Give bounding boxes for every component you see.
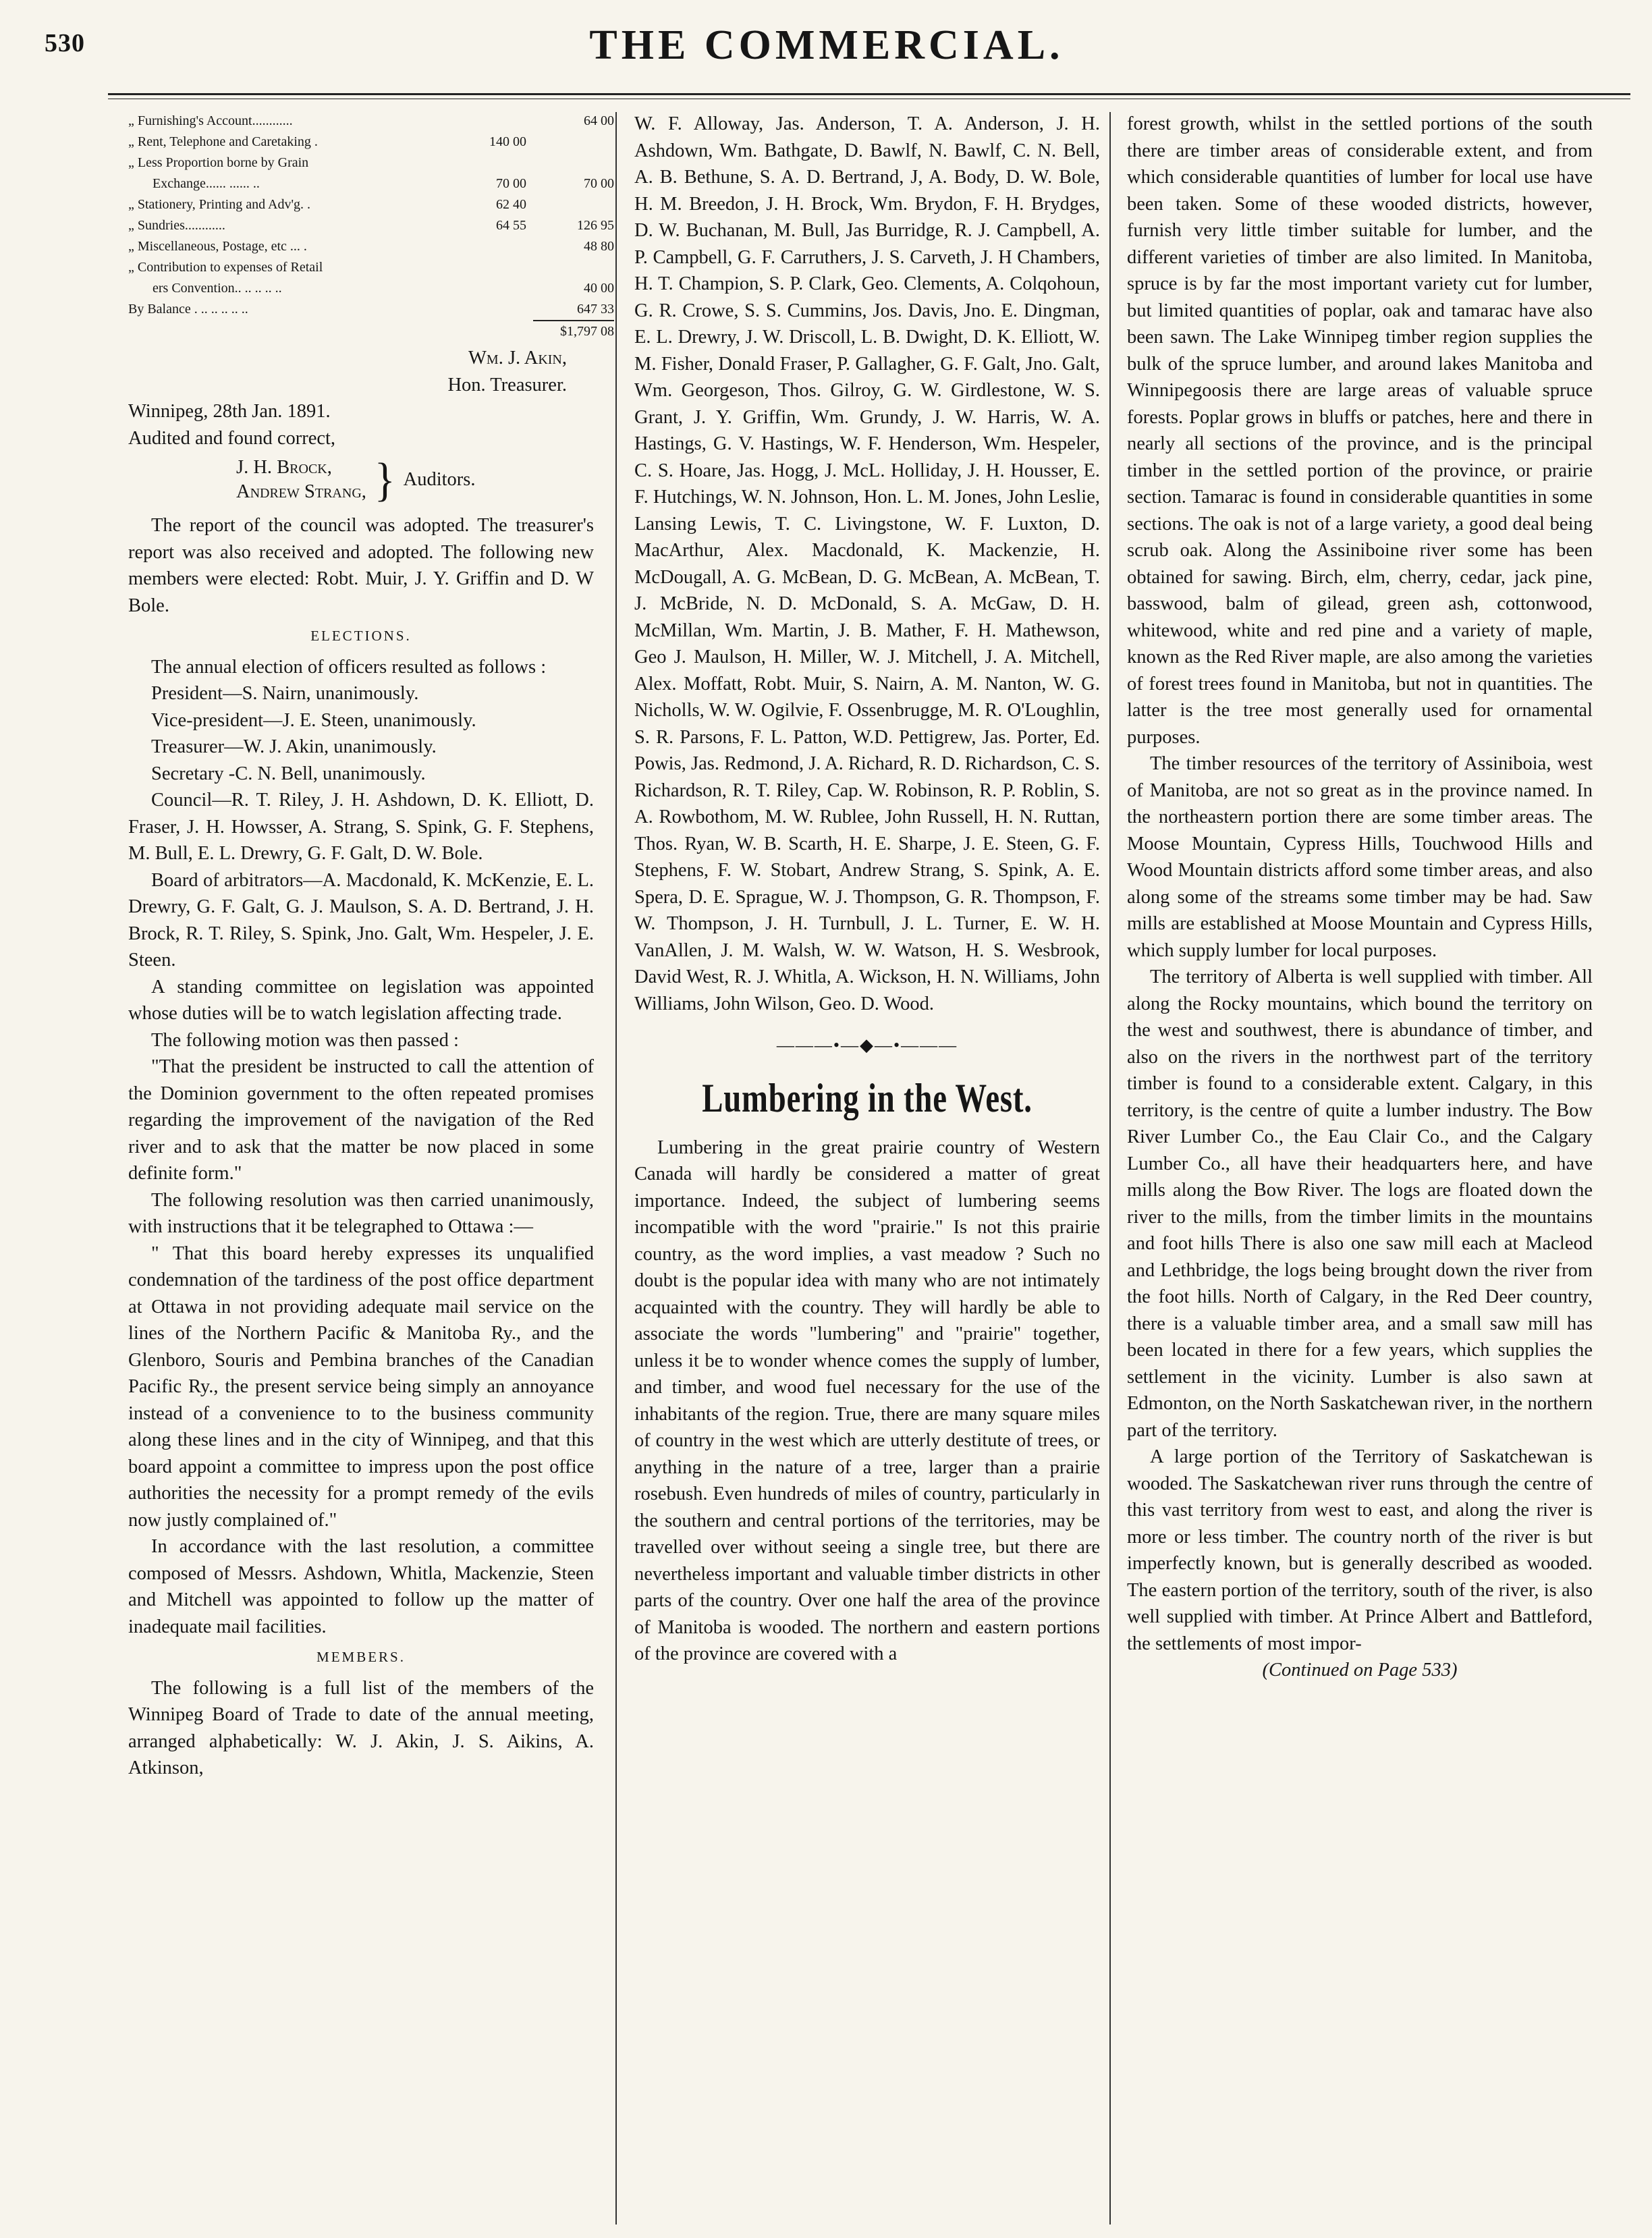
account-row [128, 111, 614, 132]
paragraph: The annual election of officers resulted as follows : [151, 656, 547, 678]
account-value: 140 00 [489, 134, 526, 149]
account-value [459, 153, 526, 173]
account-row [128, 153, 614, 173]
officer-line: Treasurer—W. J. Akin, unanimously. [151, 736, 437, 757]
column-rule-1 [615, 112, 617, 2225]
account-row [128, 236, 614, 257]
paragraph: Council—R. T. Riley, J. H. Ashdown, D. K. Elliott, D. Fraser, J. H. Howsser, A. Strang, S. Spink, G. F. Stephens, M. Bull, E. L. Drewry, G. F. Galt, D. W. Bole. [128, 790, 594, 864]
account-total [526, 257, 614, 278]
account-row [128, 299, 614, 320]
continued-note: (Continued on Page 533) [1262, 1660, 1458, 1681]
account-row [128, 173, 614, 194]
paragraph: A large portion of the Territory of Saskatchewan is wooded. The Saskatchewan river runs through the centre of this vast territory from west to east, and along the river is more or less timber. The country north of the river is but imperfectly known, but is generally described as wooded. The eastern portion of the territory, south of the river, is also well supplied with timber. At Prince Albert and Battleford, the settlements of most impor- [1127, 1446, 1593, 1654]
account-row [128, 278, 614, 299]
account-label: „ Miscellaneous, Postage, etc ... . [128, 239, 307, 254]
auditors-block [128, 453, 594, 506]
audited-line: Audited and found correct, [128, 427, 336, 449]
section-subheading: ELECTIONS. [310, 628, 412, 644]
account-value: 62 40 [496, 197, 526, 212]
paragraph: The timber resources of the territory of Assiniboia, west of Manitoba, are not so great as in the province named. In the northeastern portion there are some timber areas. The Moose Mountain, Cypress Hills, Touchwood Hills and Wood Mountain districts afford some timber areas, and also along some of the streams some timber may be had. Saw mills are established at Moose Mountain and Cypress Hills, which supply lumber for local purposes. [1127, 753, 1593, 961]
column-3 [1127, 111, 1593, 1684]
account-label: „ Sundries............ [128, 218, 225, 233]
officer-line: Secretary -C. N. Bell, unanimously. [151, 763, 426, 784]
account-grand-total-row [128, 321, 614, 342]
account-total: 70 00 [584, 176, 614, 191]
ornament-divider: ———•—◆—•——— [776, 1035, 958, 1055]
account-value [459, 257, 526, 278]
paragraph: A standing committee on legislation was appointed whose duties will be to watch legislation affecting trade. [128, 976, 594, 1024]
paragraph: Lumbering in the great prairie country of Western Canada will hardly be considered a matter of great importance. Indeed, the subject of lumbering seems incompatible with the word "prairie." Is not this prairie country, as the word implies, a vast meadow ? Such no doubt is the popular idea with many who are not intimately acquainted with the country. They will hardly be able to associate the words "lumbering" and "prairie" together, unless it be to wonder whence comes the supply of lumber, and timber, and wood fuel necessary for the use of the inhabitants of the region. True, there are many square miles of country in the west which are utterly destitute of trees, or anything in the nature of a tree, larger than a prairie rosebush. Even hundreds of miles of country, particularly in the southern and central portions of the territories, may be travelled over without seeing a single tree, but there are nevertheless important and valuable timber districts in other parts of the country. Over one half the area of the province of Manitoba is wooded. The northern and eastern portions of the province are covered with a [634, 1137, 1100, 1664]
members-list: W. F. Alloway, Jas. Anderson, T. A. Anderson, J. H. Ashdown, Wm. Bathgate, D. Bawlf, N. Bawlf, C. N. Bell, A. B. Bethune, S. A. D. Bertrand, J, A. Body, D. W. Bole, H. M. Breedon, J. H. Brock, Wm. Brydon, F. H. Brydges, D. W. Buchanan, M. Bull, Jas Burridge, R. J. Campbell, A. P. Campbell, G. F. Carruthers, J. S. Carveth, J. H Chambers, H. T. Champion, S. P. Clark, Geo. Clements, A. Colqohoun, G. R. Crowe, S. S. Cummins, Jos. Davis, Jno. E. Dingman, E. L. Drewry, J. W. Driscoll, L. B. Dwight, D. K. Elliott, W. M. Fisher, Donald Fraser, P. Gallagher, G. F. Galt, Jno. Galt, Wm. Georgeson, Thos. Gilroy, G. W. Girdlestone, W. S. Grant, J. Y. Griffin, Wm. Grundy, J. W. Harris, W. A. Hastings, G. V. Hastings, W. F. Henderson, Wm. Hespeler, C. S. Hoare, Jas. Hogg, J. McL. Holliday, J. H. Housser, E. F. Hutchings, W. N. Johnson, Hon. L. M. Jones, John Leslie, Lansing Lewis, T. C. Livingstone, W. F. Luxton, D. MacArthur, Alex. Macdonald, K. Mackenzie, H. McDougall, A. G. McBean, D. G. McBean, A. McBean, T. J. McBride, N. D. McDonald, S. A. McGaw, D. H. McMillan, Wm. Martin, J. B. Mather, F. H. Mathewson, Geo J. Maulson, H. Miller, W. J. Mitchell, J. A. Mitchell, Alex. Moffatt, Robt. Muir, S. Nairn, A. M. Nanton, W. G. Nicholls, W. W. Ogilvie, F. Ossenbrugge, M. R. O'Loughlin, S. R. Parsons, F. L. Patton, W.D. Pettigrew, Jas. Porter, Ed. Powis, Jas. Redmond, J. A. Richard, R. D. Richardson, C. S. Richardson, R. T. Riley, Cap. W. Robinson, R. P. Roblin, S. A. Rowbothom, M. W. Rublee, John Russell, H. N. Ruttan, Thos. Ryan, W. B. Scarth, H. E. Sharpe, J. E. Steen, G. F. Stephens, F. W. Stobart, Andrew Strang, S. Spink, A. E. Spera, D. E. Sprague, W. J. Thompson, G. R. Thompson, F. W. Thompson, J. H. Turnbull, J. L. Turner, E. W. H. VanAllen, J. M. Walsh, W. W. Watson, H. S. Wesbrook, David West, R. J. Whitla, A. Wickson, H. N. Williams, John Williams, John Wilson, Geo. D. Wood. [634, 113, 1100, 1014]
date-line: Winnipeg, 28th Jan. 1891. [128, 401, 331, 422]
account-total [526, 153, 614, 173]
account-value [459, 236, 526, 257]
account-label: „ Stationery, Printing and Adv'g. . [128, 197, 311, 212]
column-1 [128, 111, 614, 1782]
account-total: 64 00 [584, 113, 614, 128]
account-label: ers Convention.. .. .. .. .. [153, 281, 282, 296]
brace-glyph: } [374, 453, 395, 506]
paragraph: Board of arbitrators—A. Macdonald, K. McKenzie, E. L. Drewry, G. F. Galt, G. J. Maulson, S. A. D. Bertrand, J. H. Brock, R. T. Riley, S. Spink, Jno. Galt, Wm. Hespeler, J. E. Steen. [128, 869, 594, 971]
page-number: 530 [45, 29, 85, 57]
treasurer-name: Wm. J. Akin, [468, 348, 567, 369]
account-value [459, 278, 526, 299]
account-total: 48 80 [584, 239, 614, 254]
account-value: 64 55 [496, 218, 526, 233]
account-value: 70 00 [496, 176, 526, 191]
paragraph: The following motion was then passed : [151, 1029, 459, 1051]
account-total: 647 33 [577, 302, 614, 317]
column-rule-2 [1109, 112, 1111, 2225]
account-row [128, 194, 614, 215]
paragraph: In accordance with the last resolution, a committee composed of Messrs. Ashdown, Whitla, Mackenzie, Steen and Mitchell was appointed to follow up the matter of inadequate mail facilities. [128, 1536, 594, 1637]
account-row [128, 132, 614, 153]
header-rule [108, 93, 1630, 95]
paragraph: The following resolution was then carried unanimously, with instructions that it be telegraphed to Ottawa :— [128, 1189, 594, 1237]
treasurer-account [128, 111, 614, 342]
paragraph: The territory of Alberta is well supplied with timber. All along the Rocky mountains, which bound the territory on the west and southwest, there is abundance of timber, and also on the rivers in the northwest part of the territory timber is found to a considerable extent. Calgary, in this territory, is the centre of quite a lumber industry. The Bow River Lumber Co., the Eau Clair Co., and the Calgary Lumber Co., all have their headquarters here, and have mills along the Bow River. The logs are floated down the river to the mills, from the timber limits in the mountains and foot hills There is also one saw mill each at Macleod and Lethbridge, the logs being brought down the river from the foot hills. North of Calgary, in the Red Deer country, there is a valuable timber area, and a small saw mill has been located in there for a few years, which supplies the settlement in the vicinity. Lumber is also sawn at Edmonton, on the North Saskatchewan river, in the northern part of the territory. [1127, 966, 1593, 1441]
account-label: „ Rent, Telephone and Caretaking . [128, 134, 318, 149]
treasurer-title: Hon. Treasurer. [447, 374, 567, 395]
account-row [128, 215, 614, 236]
account-label: Exchange...... ...... .. [153, 176, 260, 191]
auditor-name: Andrew Strang, [236, 481, 366, 502]
account-total: 126 95 [577, 218, 614, 233]
paragraph-quote: "That the president be instructed to call the attention of the Dominion government to the often repeated promises regarding the improvement of the navigation of the Red river and to ask that the matter be now placed in some definite form." [128, 1056, 594, 1184]
section-subheading: MEMBERS. [316, 1649, 406, 1665]
account-label: „ Furnishing's Account............ [128, 113, 293, 128]
account-grand-total: $1,797 08 [560, 324, 614, 339]
paragraph: The report of the council was adopted. The treasurer's report was also received and adopted. The following new members were elected: Robt. Muir, J. Y. Griffin and D. W Bole. [128, 515, 594, 616]
paragraph: The following is a full list of the members of the Winnipeg Board of Trade to date of the annual meeting, arranged alphabetically: W. J. Akin, J. S. Aikins, A. Atkinson, [128, 1677, 594, 1778]
account-value [459, 299, 526, 320]
masthead: THE COMMERCIAL. [589, 22, 1064, 68]
article-title: Lumbering in the West. [702, 1075, 1032, 1120]
account-total: 40 00 [584, 281, 614, 296]
auditors-label: Auditors. [403, 469, 476, 491]
account-label: „ Contribution to expenses of Retail [128, 260, 323, 275]
paragraph: forest growth, whilst in the settled portions of the south there are timber areas of considerable extent, and from which considerable quantities of lumber for local use have been taken. Some of these wooded districts, however, furnish very little timber suitable for lumber, and the different varieties of timber are also limited. In Manitoba, spruce is by far the most important variety cut for lumber, but limited quantities of poplar, oak and tamarac have also been sawn. The Lake Winnipeg timber region supplies the bulk of the spruce lumber, and around lakes Manitoba and Winnipegoosis there are large areas of valuable spruce forests. Poplar grows in bluffs or patches, here and there in nearly all sections of the province, and is the principal timber in the settled portion of the province, or prairie section. Tamarac is found in considerable quantities in some sections. The oak is not of a large variety, a good deal being scrub oak. Along the Assiniboine river some has been obtained for sawing. Birch, elm, cherry, cedar, jack pine, basswood, balm of gilead, green ash, cottonwood, whitewood, white and red pine and a variety of maple, known as the Red River maple, are also among the varieties of forest trees found in Manitoba, but not in quantities. The latter is the tree most generally used for ornamental purposes. [1127, 113, 1593, 748]
account-total [526, 132, 614, 153]
paragraph-quote: " That this board hereby expresses its unqualified condemnation of the tardiness of the post office department at Ottawa in not providing adequate mail service on the lines of the Northern Pacific & Manitoba Ry., and the Glenboro, Souris and Pembina branches of the Canadian Pacific Ry., the present service being simply an annoyance instead of a convenience to to the business community along these lines and in the city of Winnipeg, and that this board appoint a committee to impress upon the post office authorities the necessity for a prompt remedy of the evils now justly complained of." [128, 1243, 594, 1531]
auditor-name: J. H. Brock, [236, 457, 332, 478]
officer-line: Vice-president—J. E. Steen, unanimously. [151, 709, 476, 731]
column-2 [634, 111, 1100, 1668]
account-row [128, 257, 614, 278]
account-value [459, 111, 526, 132]
account-total [526, 194, 614, 215]
account-label: By Balance . .. .. .. .. .. [128, 302, 248, 317]
account-label: „ Less Proportion borne by Grain [128, 155, 309, 170]
officer-line: President—S. Nairn, unanimously. [151, 683, 419, 704]
